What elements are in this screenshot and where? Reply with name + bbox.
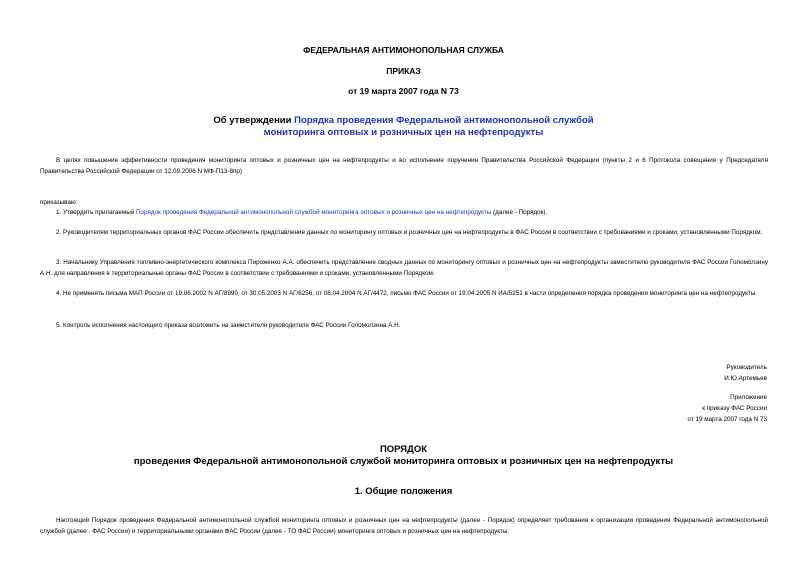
section-1-heading: 1. Общие положения [354,486,453,497]
procedure-title: ПОРЯДОК [379,444,428,455]
section-1-paragraph: Настоящий Порядок проведения Федеральной антимонопольной службой мониторинга оптовых и розничных цен на нефтепродукты (далее - Порядок) определяет требования к организации проведения Федеральной антимонопольной службой (далее - ФАС России) и территориальными органами ФАС России (далее - ТО ФАС России) мониторинга оптовых и розничных цен на нефтепродукты. [40,517,768,535]
item-4: 4. Не применять письма МАП России от 19.06.2002 N АГ/8990, от 30.05.2003 N АГ/6256, от 08.04.2004 N АГ/4472, письмо ФАС России от 19.04.2005 N ИА/5251 в части определения порядка проведения мониторинга цен на нефтепродукты. [56,290,758,297]
title-prefix: Об утверждении [213,115,295,126]
doc-type-heading: ПРИКАЗ [386,66,421,76]
procedure-link-item-1[interactable]: Порядок проведения Федеральной антимонопольной службой мониторинга оптовых и розничных цен на нефтепродукты [136,209,492,216]
order-word: приказываю: [40,199,78,206]
procedure-link-title-line1[interactable]: Порядка проведения Федеральной антимонопольной службой [294,115,594,126]
item-1 [56,207,768,218]
agency-heading: ФЕДЕРАЛЬНАЯ АНТИМОНОПОЛЬНАЯ СЛУЖБА [303,45,504,55]
item-1-suffix: (далее - Порядок). [491,209,548,216]
appendix-line-2: к приказу ФАС России [702,405,767,412]
procedure-link-title-line2[interactable]: мониторинга оптовых и розничных цен на нефтепродукты [263,127,544,138]
preamble-paragraph: В целях повышения эффективности проведения мониторинга оптовых и розничных цен на нефтепродукты и во исполнение поручения Правительства Российской Федерации (пункты 2 и 6 Протокола совещания у Председателя Правительства Российской Федерации от 12.09.2006 N МФ-П13-8пр) [40,157,768,175]
signature-position: Руководитель [726,364,767,371]
item-5: 5. Контроль исполнения настоящего приказа возложить на заместителя руководителя ФАС России Голомолзина А.Н. [56,322,401,329]
item-3: 3. Начальнику Управления топливно-энергетического комплекса Пироженко А.А. обеспечить представление сводных данных по мониторингу оптовых и розничных цен на нефтепродукты заместителю руководителя ФАС России Голомолзину А.Н. для направления в территориальные органы ФАС России в соответствии с требованиями и сроками, установленными Порядком. [40,259,768,277]
signature-name: И.Ю.Артемьев [724,375,767,382]
signature-block [724,362,767,384]
appendix-line-3: от 19 марта 2007 года N 73 [687,416,767,423]
appendix-line-1: Приложение [730,394,767,401]
order-date: от 19 марта 2007 года N 73 [348,86,459,96]
order-title [0,115,807,139]
appendix-block [687,392,767,425]
procedure-subtitle: проведения Федеральной антимонопольной службой мониторинга оптовых и розничных цен на нефтепродукты [133,456,674,467]
item-1-prefix: 1. Утвердить прилагаемый [56,209,137,216]
item-2: 2. Руководителям территориальных органов ФАС России обеспечить представление данных по мониторингу оптовых и розничных цен на нефтепродукты в ФАС России в соответствии с требованиями и сроками, установленными Порядком. [56,229,763,236]
